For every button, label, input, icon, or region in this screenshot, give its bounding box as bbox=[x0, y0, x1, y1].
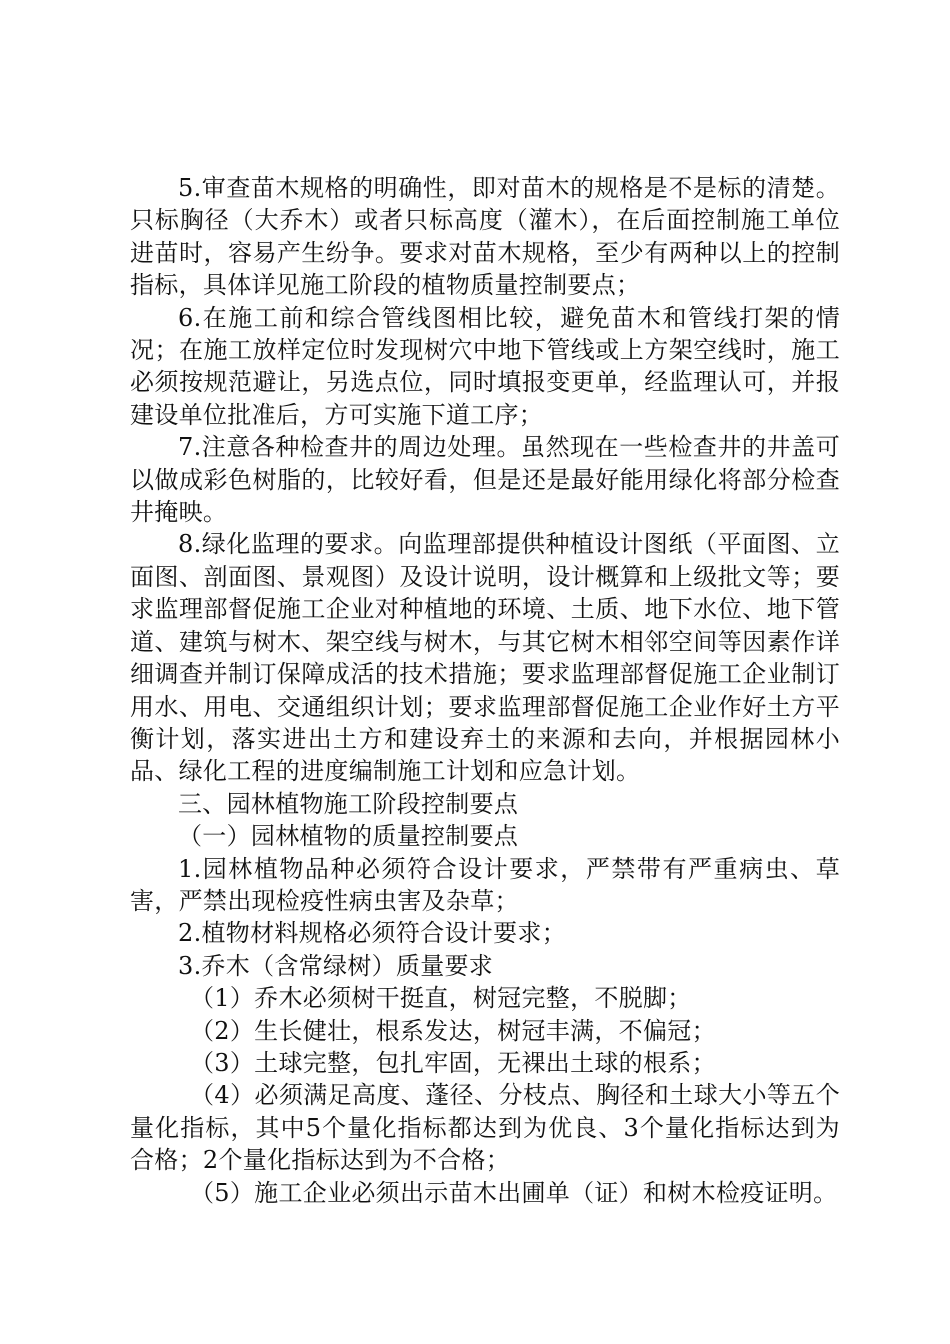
paragraph-item-7: 7.注意各种检查井的周边处理。虽然现在一些检查井的井盖可以做成彩色树脂的，比较好看，但是还是最好能用绿化将部分检查井掩映。 bbox=[130, 433, 840, 527]
document-body bbox=[130, 172, 840, 1209]
tree-requirement-1: （1）乔木必须树干挺直，树冠完整，不脱脚； bbox=[190, 984, 692, 1013]
tree-requirement-2: （2）生长健壮，根系发达，树冠丰满，不偏冠； bbox=[190, 1016, 716, 1045]
paragraph-item-6: 6.在施工前和综合管线图相比较，避免苗木和管线打架的情况；在施工放样定位时发现树穴中地下管线或上方架空线时，施工必须按规范避让，另选点位，同时填报变更单，经监理认可，并报建设单位批准后，方可实施下道工序； bbox=[130, 303, 840, 429]
paragraph-item-5: 5.审查苗木规格的明确性，即对苗木的规格是不是标的清楚。只标胸径（大乔木）或者只标高度（灌木），在后面控制施工单位进苗时，容易产生纷争。要求对苗木规格，至少有两种以上的控制指标，具体详见施工阶段的植物质量控制要点； bbox=[130, 174, 840, 300]
requirement-item-3: 3.乔木（含常绿树）质量要求 bbox=[178, 951, 494, 980]
section-heading: 三、园林植物施工阶段控制要点 bbox=[178, 789, 519, 818]
tree-requirement-3: （3）土球完整，包扎牢固，无裸出土球的根系； bbox=[190, 1048, 716, 1077]
tree-requirement-4: （4）必须满足高度、蓬径、分枝点、胸径和土球大小等五个量化指标，其中5个量化指标都达到为优良、3个量化指标达到为合格；2个量化指标达到为不合格； bbox=[130, 1081, 840, 1175]
paragraph-item-8: 8.绿化监理的要求。向监理部提供种植设计图纸（平面图、立面图、剖面图、景观图）及设计说明，设计概算和上级批文等；要求监理部督促施工企业对种植地的环境、土质、地下水位、地下管道、建筑与树木、架空线与树木，与其它树木相邻空间等因素作详细调查并制订保障成活的技术措施；要求监理部督促施工企业制订用水、用电、交通组织计划；要求监理部督促施工企业作好土方平衡计划，落实进出土方和建设弃土的来源和去向，并根据园林小品、绿化工程的进度编制施工计划和应急计划。 bbox=[130, 530, 840, 786]
subsection-heading: （一）园林植物的质量控制要点 bbox=[178, 822, 519, 851]
tree-requirement-5: （5）施工企业必须出示苗木出圃单（证）和树木检疫证明。 bbox=[190, 1178, 838, 1207]
requirement-item-2: 2.植物材料规格必须符合设计要求； bbox=[178, 919, 566, 948]
requirement-item-1: 1.园林植物品种必须符合设计要求，严禁带有严重病虫、草害，严禁出现检疫性病虫害及杂草； bbox=[130, 854, 840, 915]
